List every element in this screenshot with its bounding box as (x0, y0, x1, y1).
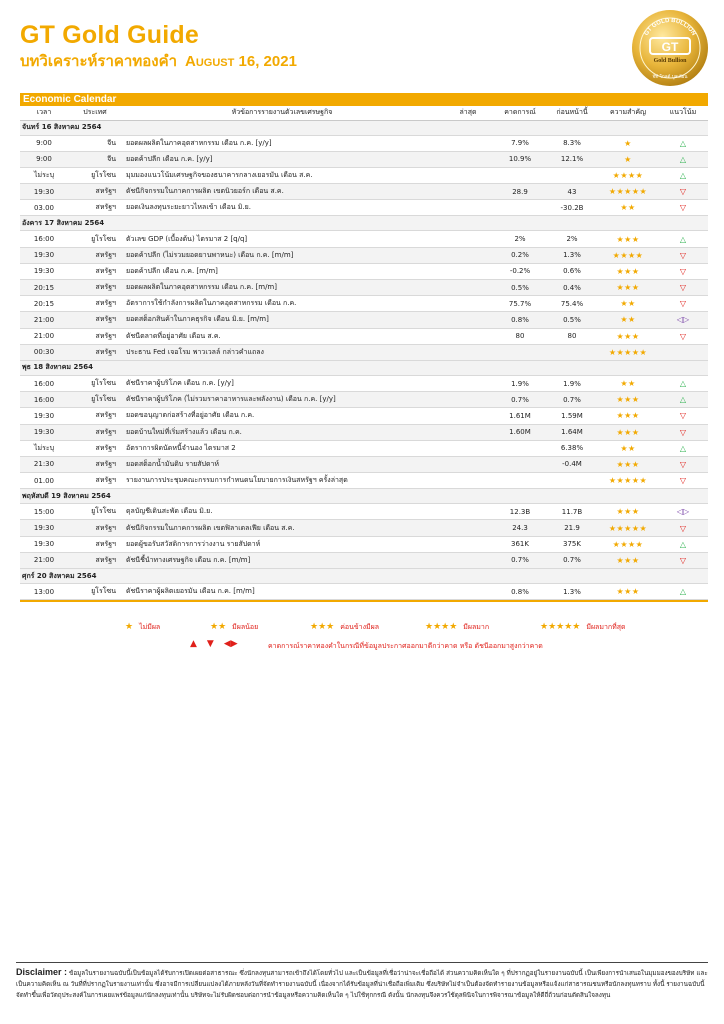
cell-actual (442, 263, 494, 279)
cell-time: 16:00 (20, 231, 68, 247)
cell-trend-icon: ▽ (658, 247, 708, 263)
table-row (20, 296, 708, 312)
cell-forecast: 80 (494, 328, 546, 344)
cell-importance-stars: ★★★ (598, 263, 658, 279)
cell-event: ดัชนีชี้นำทางเศรษฐกิจ เดือน ก.ค. [m/m] (122, 552, 442, 568)
cell-time: 19:30 (20, 247, 68, 263)
day-header-row (20, 489, 708, 504)
cell-event: ดัชนีตลาดที่อยู่อาศัย เดือน ส.ค. (122, 328, 442, 344)
logo-mark: GT (661, 40, 679, 54)
legend-label-5: มีผลมากที่สุด (586, 623, 626, 631)
header-forecast: คาดการณ์ (494, 106, 546, 120)
cell-previous: 0.7% (546, 392, 598, 408)
cell-event: ยอดผลผลิตในภาคอุตสาหกรรม เดือน ก.ค. [y/y] (122, 135, 442, 151)
cell-importance-stars: ★★★★★ (598, 344, 658, 360)
cell-actual (442, 424, 494, 440)
cell-time: 20:15 (20, 296, 68, 312)
cell-previous: 1.3% (546, 247, 598, 263)
cell-time: 9:00 (20, 151, 68, 167)
cell-forecast: 28.9 (494, 184, 546, 200)
cell-actual (442, 247, 494, 263)
cell-importance-stars: ★★★ (598, 552, 658, 568)
table-row (20, 456, 708, 472)
cell-forecast: 0.8% (494, 312, 546, 328)
cell-event: ดัชนีกิจกรรมในภาคการผลิต เขตนิวยอร์ก เดือน ส.ค. (122, 184, 442, 200)
cell-event: ยอดค้าปลีก เดือน ก.ค. [m/m] (122, 263, 442, 279)
cell-actual (442, 344, 494, 360)
cell-country: สหรัฐฯ (68, 408, 122, 424)
calendar-title: Economic Calendar (20, 93, 708, 106)
cell-previous: 75.4% (546, 296, 598, 312)
cell-trend-icon: ▽ (658, 552, 708, 568)
day-header-row (20, 216, 708, 231)
cell-actual (442, 375, 494, 391)
cell-event: ตัวเลข GDP (เบื้องต้น) ไตรมาส 2 [q/q] (122, 231, 442, 247)
cell-previous (546, 344, 598, 360)
legend-stars-5: ★★★★★ (540, 622, 581, 632)
cell-actual (442, 440, 494, 456)
cell-forecast (494, 473, 546, 489)
cell-country: ยูโรโซน (68, 392, 122, 408)
legend-label-4: มีผลมาก (463, 623, 490, 631)
cell-actual (442, 328, 494, 344)
cell-previous: 0.6% (546, 263, 598, 279)
cell-trend-icon: △ (658, 375, 708, 391)
legend-stars-1: ★ (125, 622, 134, 632)
cell-country: สหรัฐฯ (68, 440, 122, 456)
cell-country: สหรัฐฯ (68, 536, 122, 552)
cell-importance-stars: ★★★ (598, 504, 658, 520)
cell-event: ดัชนีราคาผู้ผลิตเยอรมัน เดือน ก.ค. [m/m] (122, 584, 442, 600)
arrow-up-icon: ▲ (190, 639, 197, 649)
cell-time: ไม่ระบุ (20, 167, 68, 183)
calendar-header-row (20, 106, 708, 120)
cell-time: 15:00 (20, 504, 68, 520)
cell-actual (442, 536, 494, 552)
cell-event: ยอดสต็อกน้ำมันดิบ รายสัปดาห์ (122, 456, 442, 472)
table-row (20, 247, 708, 263)
cell-event: ดัชนีราคาผู้บริโภค (ไม่รวมราคาอาหารและพลังงาน) เดือน ก.ค. [y/y] (122, 392, 442, 408)
disclaimer-text: ข้อมูลในรายงานฉบับนี้เป็นข้อมูลได้รับการเปิดเผยต่อสาธารณะ ซึ่งนักลงทุนสามารถเข้าถึงได้โดยทั่วไป และเป็นข้อมูลที่เชื่อว่าน่าจะเชื่อถือได้ ส่วนความคิดเห็นใด ๆ ที่ปรากฏอยู่ในรายงานฉบับนี้ เป็นเพียงการนำเสนอในมุมมองของบริษัท และเป็นความคิดเห็น ณ วันที่ที่ปรากฏในรายงานเท่านั้น ซึ่งอาจมีการเปลี่ยนแปลงได้ภายหลังวันที่จัดทำรายงานฉบับนี้ เนื่องจากได้รับข้อมูลที่น่าเชื่อถือเพิ่มเติม ซึ่งบริษัทไม่จำเป็นต้องจัดทำรายงานข้อมูลหรือแจ้งแก่สาธารณชนหรือนักลงทุนทราบ ทั้งนี้ รายงานฉบับนี้จัดทำขึ้นเพื่อวัตถุประสงค์ในการเผยแพร่ข้อมูลแก่นักลงทุนเท่านั้น บริษัทจะไม่รับผิดชอบต่อการนำข้อมูลหรือความคิดเห็นใด ๆ ไปใช้ทุกกรณี ดังนั้น นักลงทุนจึงควรใช้ดุลพินิจในการพิจารณาข้อมูลให้ดีถี่ถ้วนก่อนตัดสินใจลงทุน (16, 970, 708, 999)
cell-time: 19:30 (20, 424, 68, 440)
cell-time: ไม่ระบุ (20, 440, 68, 456)
cell-trend-icon: ▽ (658, 473, 708, 489)
cell-actual (442, 473, 494, 489)
table-row (20, 536, 708, 552)
cell-previous: 11.7B (546, 504, 598, 520)
cell-forecast: 24.3 (494, 520, 546, 536)
brand-title: GT Gold Guide (20, 21, 199, 49)
cell-previous: 0.4% (546, 280, 598, 296)
cell-previous: 375K (546, 536, 598, 552)
cell-trend-icon: ▽ (658, 424, 708, 440)
legend-label-2: มีผลน้อย (232, 623, 259, 631)
day-label: พฤหัสบดี 19 สิงหาคม 2564 (20, 489, 708, 504)
legend-item-1 (125, 622, 160, 633)
cell-event: ยอดบ้านใหม่ที่เริ่มสร้างแล้ว เดือน ก.ค. (122, 424, 442, 440)
cell-forecast: -0.2% (494, 263, 546, 279)
day-label: ศุกร์ 20 สิงหาคม 2564 (20, 569, 708, 584)
cell-time: 19:30 (20, 408, 68, 424)
cell-trend-icon: △ (658, 135, 708, 151)
cell-country: สหรัฐฯ (68, 328, 122, 344)
cell-previous: 1.59M (546, 408, 598, 424)
cell-previous: 43 (546, 184, 598, 200)
cell-actual (442, 584, 494, 600)
day-header-row (20, 120, 708, 135)
calendar-body (20, 120, 708, 600)
cell-time: 01.00 (20, 473, 68, 489)
cell-trend-icon: △ (658, 167, 708, 183)
header-country: ประเทศ (68, 106, 122, 120)
cell-trend-icon: ▽ (658, 263, 708, 279)
disclaimer (16, 962, 708, 1001)
table-row (20, 408, 708, 424)
header-previous: ก่อนหน้านี้ (546, 106, 598, 120)
cell-event: อัตราการผิดนัดหนี้จำนอง ไตรมาส 2 (122, 440, 442, 456)
table-row (20, 263, 708, 279)
cell-event: ยอดค้าปลีก (ไม่รวมยอดยานพาหนะ) เดือน ก.ค. [m/m] (122, 247, 442, 263)
table-row (20, 184, 708, 200)
cell-importance-stars: ★★★ (598, 456, 658, 472)
header-actual: ล่าสุด (442, 106, 494, 120)
legend-note: คาดการณ์ราคาทองคำในกรณีที่ข้อมูลประกาศออกมาดีกว่าคาด หรือ ดัชนีออกมาสูงกว่าคาด (268, 642, 543, 650)
cell-forecast (494, 344, 546, 360)
cell-previous: 0.5% (546, 312, 598, 328)
cell-event: ยอดผลผลิตในภาคอุตสาหกรรม เดือน ก.ค. [m/m] (122, 280, 442, 296)
cell-trend-icon (658, 344, 708, 360)
cell-forecast: 0.2% (494, 247, 546, 263)
cell-forecast: 1.60M (494, 424, 546, 440)
cell-trend-icon: ▽ (658, 280, 708, 296)
cell-forecast: 0.7% (494, 552, 546, 568)
cell-previous: -30.2B (546, 200, 598, 216)
cell-event: ยอดสต็อกสินค้าในภาคธุรกิจ เดือน มิ.ย. [m/m] (122, 312, 442, 328)
cell-country: จีน (68, 151, 122, 167)
logo-tagline: จีที โกลด์ บูลเลียน (652, 75, 688, 80)
cell-forecast: 0.7% (494, 392, 546, 408)
cell-time: 16:00 (20, 375, 68, 391)
cell-trend-icon: △ (658, 231, 708, 247)
legend-label-3: ค่อนข้างมีผล (340, 623, 380, 631)
cell-previous: 2% (546, 231, 598, 247)
cell-actual (442, 296, 494, 312)
cell-country: สหรัฐฯ (68, 424, 122, 440)
cell-forecast (494, 440, 546, 456)
cell-country: สหรัฐฯ (68, 263, 122, 279)
cell-time: 21:30 (20, 456, 68, 472)
table-row (20, 280, 708, 296)
cell-trend-icon: △ (658, 440, 708, 456)
cell-importance-stars: ★ (598, 135, 658, 151)
cell-time: 21:00 (20, 328, 68, 344)
cell-actual (442, 200, 494, 216)
cell-previous: 12.1% (546, 151, 598, 167)
cell-country: สหรัฐฯ (68, 520, 122, 536)
cell-time: 9:00 (20, 135, 68, 151)
cell-importance-stars: ★★ (598, 296, 658, 312)
table-row (20, 375, 708, 391)
cell-country: สหรัฐฯ (68, 456, 122, 472)
cell-forecast: 1.9% (494, 375, 546, 391)
table-row (20, 392, 708, 408)
legend-item-5 (540, 622, 626, 633)
legend-label-1: ไม่มีผล (139, 623, 161, 631)
cell-time: 21:00 (20, 552, 68, 568)
cell-importance-stars: ★★★★ (598, 536, 658, 552)
cell-forecast (494, 167, 546, 183)
header-event: หัวข้อการรายงานตัวเลขเศรษฐกิจ (122, 106, 442, 120)
cell-trend-icon: ▽ (658, 328, 708, 344)
cell-previous: 1.9% (546, 375, 598, 391)
cell-country: ยูโรโซน (68, 167, 122, 183)
logo-name: Gold Bullion (653, 58, 687, 64)
table-row (20, 584, 708, 600)
cell-importance-stars: ★★★★ (598, 167, 658, 183)
cell-country: ยูโรโซน (68, 504, 122, 520)
day-header-row (20, 569, 708, 584)
legend-item-4 (425, 622, 489, 633)
cell-actual (442, 231, 494, 247)
cell-event: รายงานการประชุมคณะกรรมการกำหนดนโยบายการเงินสหรัฐฯ ครั้งล่าสุด (122, 473, 442, 489)
cell-actual (442, 504, 494, 520)
cell-importance-stars: ★★★ (598, 424, 658, 440)
legend-item-3 (310, 622, 379, 633)
cell-event: ดัชนีกิจกรรมในภาคการผลิต เขตฟิลาเดลเฟีย เดือน ส.ค. (122, 520, 442, 536)
cell-country: จีน (68, 135, 122, 151)
cell-country: สหรัฐฯ (68, 344, 122, 360)
cell-importance-stars: ★★★ (598, 584, 658, 600)
cell-time: 16:00 (20, 392, 68, 408)
economic-calendar (20, 93, 708, 602)
cell-previous: 80 (546, 328, 598, 344)
cell-forecast: 0.8% (494, 584, 546, 600)
legend-stars-4: ★★★★ (425, 622, 458, 632)
table-row (20, 473, 708, 489)
cell-event: ประธาน Fed เจอโรม พาวเวลล์ กล่าวคำแถลง (122, 344, 442, 360)
cell-actual (442, 167, 494, 183)
cell-country: สหรัฐฯ (68, 184, 122, 200)
cell-time: 19:30 (20, 184, 68, 200)
cell-country: ยูโรโซน (68, 584, 122, 600)
cell-importance-stars: ★★ (598, 200, 658, 216)
cell-actual (442, 392, 494, 408)
cell-trend-icon: △ (658, 536, 708, 552)
cell-event: อัตราการใช้กำลังการผลิตในภาคอุตสาหกรรม เดือน ก.ค. (122, 296, 442, 312)
cell-trend-icon: ▽ (658, 520, 708, 536)
cell-event: ยอดค้าปลีก เดือน ก.ค. [y/y] (122, 151, 442, 167)
logo-ring-text: GT GOLD BULLION (643, 17, 697, 37)
table-row (20, 424, 708, 440)
report-date: August 16, 2021 (185, 53, 297, 70)
cell-importance-stars: ★★ (598, 440, 658, 456)
cell-forecast: 12.3B (494, 504, 546, 520)
header-trend: แนวโน้ม (658, 106, 708, 120)
legend-stars-2: ★★ (210, 622, 227, 632)
cell-previous: 8.3% (546, 135, 598, 151)
cell-trend-icon: ▽ (658, 456, 708, 472)
header-importance: ความสำคัญ (598, 106, 658, 120)
calendar-bottom-rule (20, 600, 708, 602)
table-row (20, 344, 708, 360)
day-label: พุธ 18 สิงหาคม 2564 (20, 360, 708, 375)
arrow-sideways-icon: ◀▶ (223, 639, 238, 649)
cell-previous (546, 167, 598, 183)
cell-trend-icon: △ (658, 392, 708, 408)
cell-event: ยอดขอนุญาตก่อสร้างที่อยู่อาศัย เดือน ก.ค. (122, 408, 442, 424)
calendar-table (20, 106, 708, 600)
cell-event: ดุลบัญชีเดินสะพัด เดือน มิ.ย. (122, 504, 442, 520)
cell-event: มุมมองแนวโน้มเศรษฐกิจของธนาคารกลางเยอรมัน เดือน ส.ค. (122, 167, 442, 183)
cell-previous: 0.7% (546, 552, 598, 568)
cell-time: 19:30 (20, 536, 68, 552)
cell-trend-icon: ▽ (658, 296, 708, 312)
cell-previous: 1.64M (546, 424, 598, 440)
cell-actual (442, 184, 494, 200)
cell-previous (546, 473, 598, 489)
cell-country: สหรัฐฯ (68, 280, 122, 296)
cell-time: 03.00 (20, 200, 68, 216)
cell-actual (442, 456, 494, 472)
cell-event: ยอดเงินลงทุนระยะยาวไหลเข้า เดือน มิ.ย. (122, 200, 442, 216)
cell-forecast (494, 456, 546, 472)
cell-event: ยอดผู้ขอรับสวัสดิการการว่างงาน รายสัปดาห์ (122, 536, 442, 552)
table-row (20, 167, 708, 183)
table-row (20, 520, 708, 536)
cell-actual (442, 151, 494, 167)
cell-importance-stars: ★★★ (598, 328, 658, 344)
table-row (20, 200, 708, 216)
cell-country: สหรัฐฯ (68, 312, 122, 328)
cell-time: 20:15 (20, 280, 68, 296)
cell-forecast: 361K (494, 536, 546, 552)
report-subtitle (20, 52, 620, 72)
report-header (20, 20, 620, 72)
legend-stars-row (20, 622, 708, 636)
cell-actual (442, 135, 494, 151)
cell-event: ดัชนีราคาผู้บริโภค เดือน ก.ค. [y/y] (122, 375, 442, 391)
legend-item-2 (210, 622, 258, 633)
day-label: จันทร์ 16 สิงหาคม 2564 (20, 120, 708, 135)
disclaimer-label: Disclaimer : (16, 967, 68, 977)
cell-forecast (494, 200, 546, 216)
cell-importance-stars: ★★★ (598, 231, 658, 247)
arrow-down-icon: ▼ (206, 639, 214, 649)
cell-actual (442, 520, 494, 536)
cell-country: ยูโรโซน (68, 375, 122, 391)
cell-importance-stars: ★★★ (598, 392, 658, 408)
table-row (20, 440, 708, 456)
cell-forecast: 0.5% (494, 280, 546, 296)
cell-forecast: 2% (494, 231, 546, 247)
cell-trend-icon: ▽ (658, 184, 708, 200)
cell-importance-stars: ★★★★★ (598, 520, 658, 536)
cell-country: สหรัฐฯ (68, 247, 122, 263)
legend-stars-3: ★★★ (310, 622, 335, 632)
header-time: เวลา (20, 106, 68, 120)
cell-previous: 6.38% (546, 440, 598, 456)
cell-country: สหรัฐฯ (68, 200, 122, 216)
cell-importance-stars: ★★★ (598, 280, 658, 296)
cell-importance-stars: ★ (598, 151, 658, 167)
cell-importance-stars: ★★ (598, 312, 658, 328)
cell-forecast: 7.9% (494, 135, 546, 151)
cell-trend-icon: ◁▷ (658, 312, 708, 328)
table-row (20, 312, 708, 328)
cell-trend-icon: ◁▷ (658, 504, 708, 520)
cell-importance-stars: ★★★★★ (598, 184, 658, 200)
subtitle-thai: บทวิเคราะห์ราคาทองคำ (20, 53, 178, 70)
table-row (20, 231, 708, 247)
cell-forecast: 1.61M (494, 408, 546, 424)
table-row (20, 151, 708, 167)
cell-trend-icon: △ (658, 584, 708, 600)
cell-previous: 21.9 (546, 520, 598, 536)
cell-time: 19:30 (20, 263, 68, 279)
cell-country: สหรัฐฯ (68, 473, 122, 489)
cell-forecast: 75.7% (494, 296, 546, 312)
cell-forecast: 10.9% (494, 151, 546, 167)
cell-previous: 1.3% (546, 584, 598, 600)
cell-previous: -0.4M (546, 456, 598, 472)
cell-time: 00:30 (20, 344, 68, 360)
table-row (20, 328, 708, 344)
legend-arrows-row (20, 639, 708, 653)
table-row (20, 552, 708, 568)
cell-time: 19:30 (20, 520, 68, 536)
legend-arrows (190, 639, 248, 649)
cell-actual (442, 312, 494, 328)
cell-importance-stars: ★★★★★ (598, 473, 658, 489)
day-label: อังคาร 17 สิงหาคม 2564 (20, 216, 708, 231)
cell-actual (442, 552, 494, 568)
cell-importance-stars: ★★★ (598, 408, 658, 424)
cell-time: 13:00 (20, 584, 68, 600)
table-row (20, 135, 708, 151)
cell-actual (442, 408, 494, 424)
cell-actual (442, 280, 494, 296)
gt-gold-bullion-logo (630, 8, 710, 88)
day-header-row (20, 360, 708, 375)
cell-country: สหรัฐฯ (68, 552, 122, 568)
cell-importance-stars: ★★★★ (598, 247, 658, 263)
cell-trend-icon: △ (658, 151, 708, 167)
importance-legend (20, 622, 708, 653)
cell-trend-icon: ▽ (658, 408, 708, 424)
cell-importance-stars: ★★ (598, 375, 658, 391)
table-row (20, 504, 708, 520)
cell-trend-icon: ▽ (658, 200, 708, 216)
cell-country: สหรัฐฯ (68, 296, 122, 312)
cell-country: ยูโรโซน (68, 231, 122, 247)
cell-time: 21:00 (20, 312, 68, 328)
